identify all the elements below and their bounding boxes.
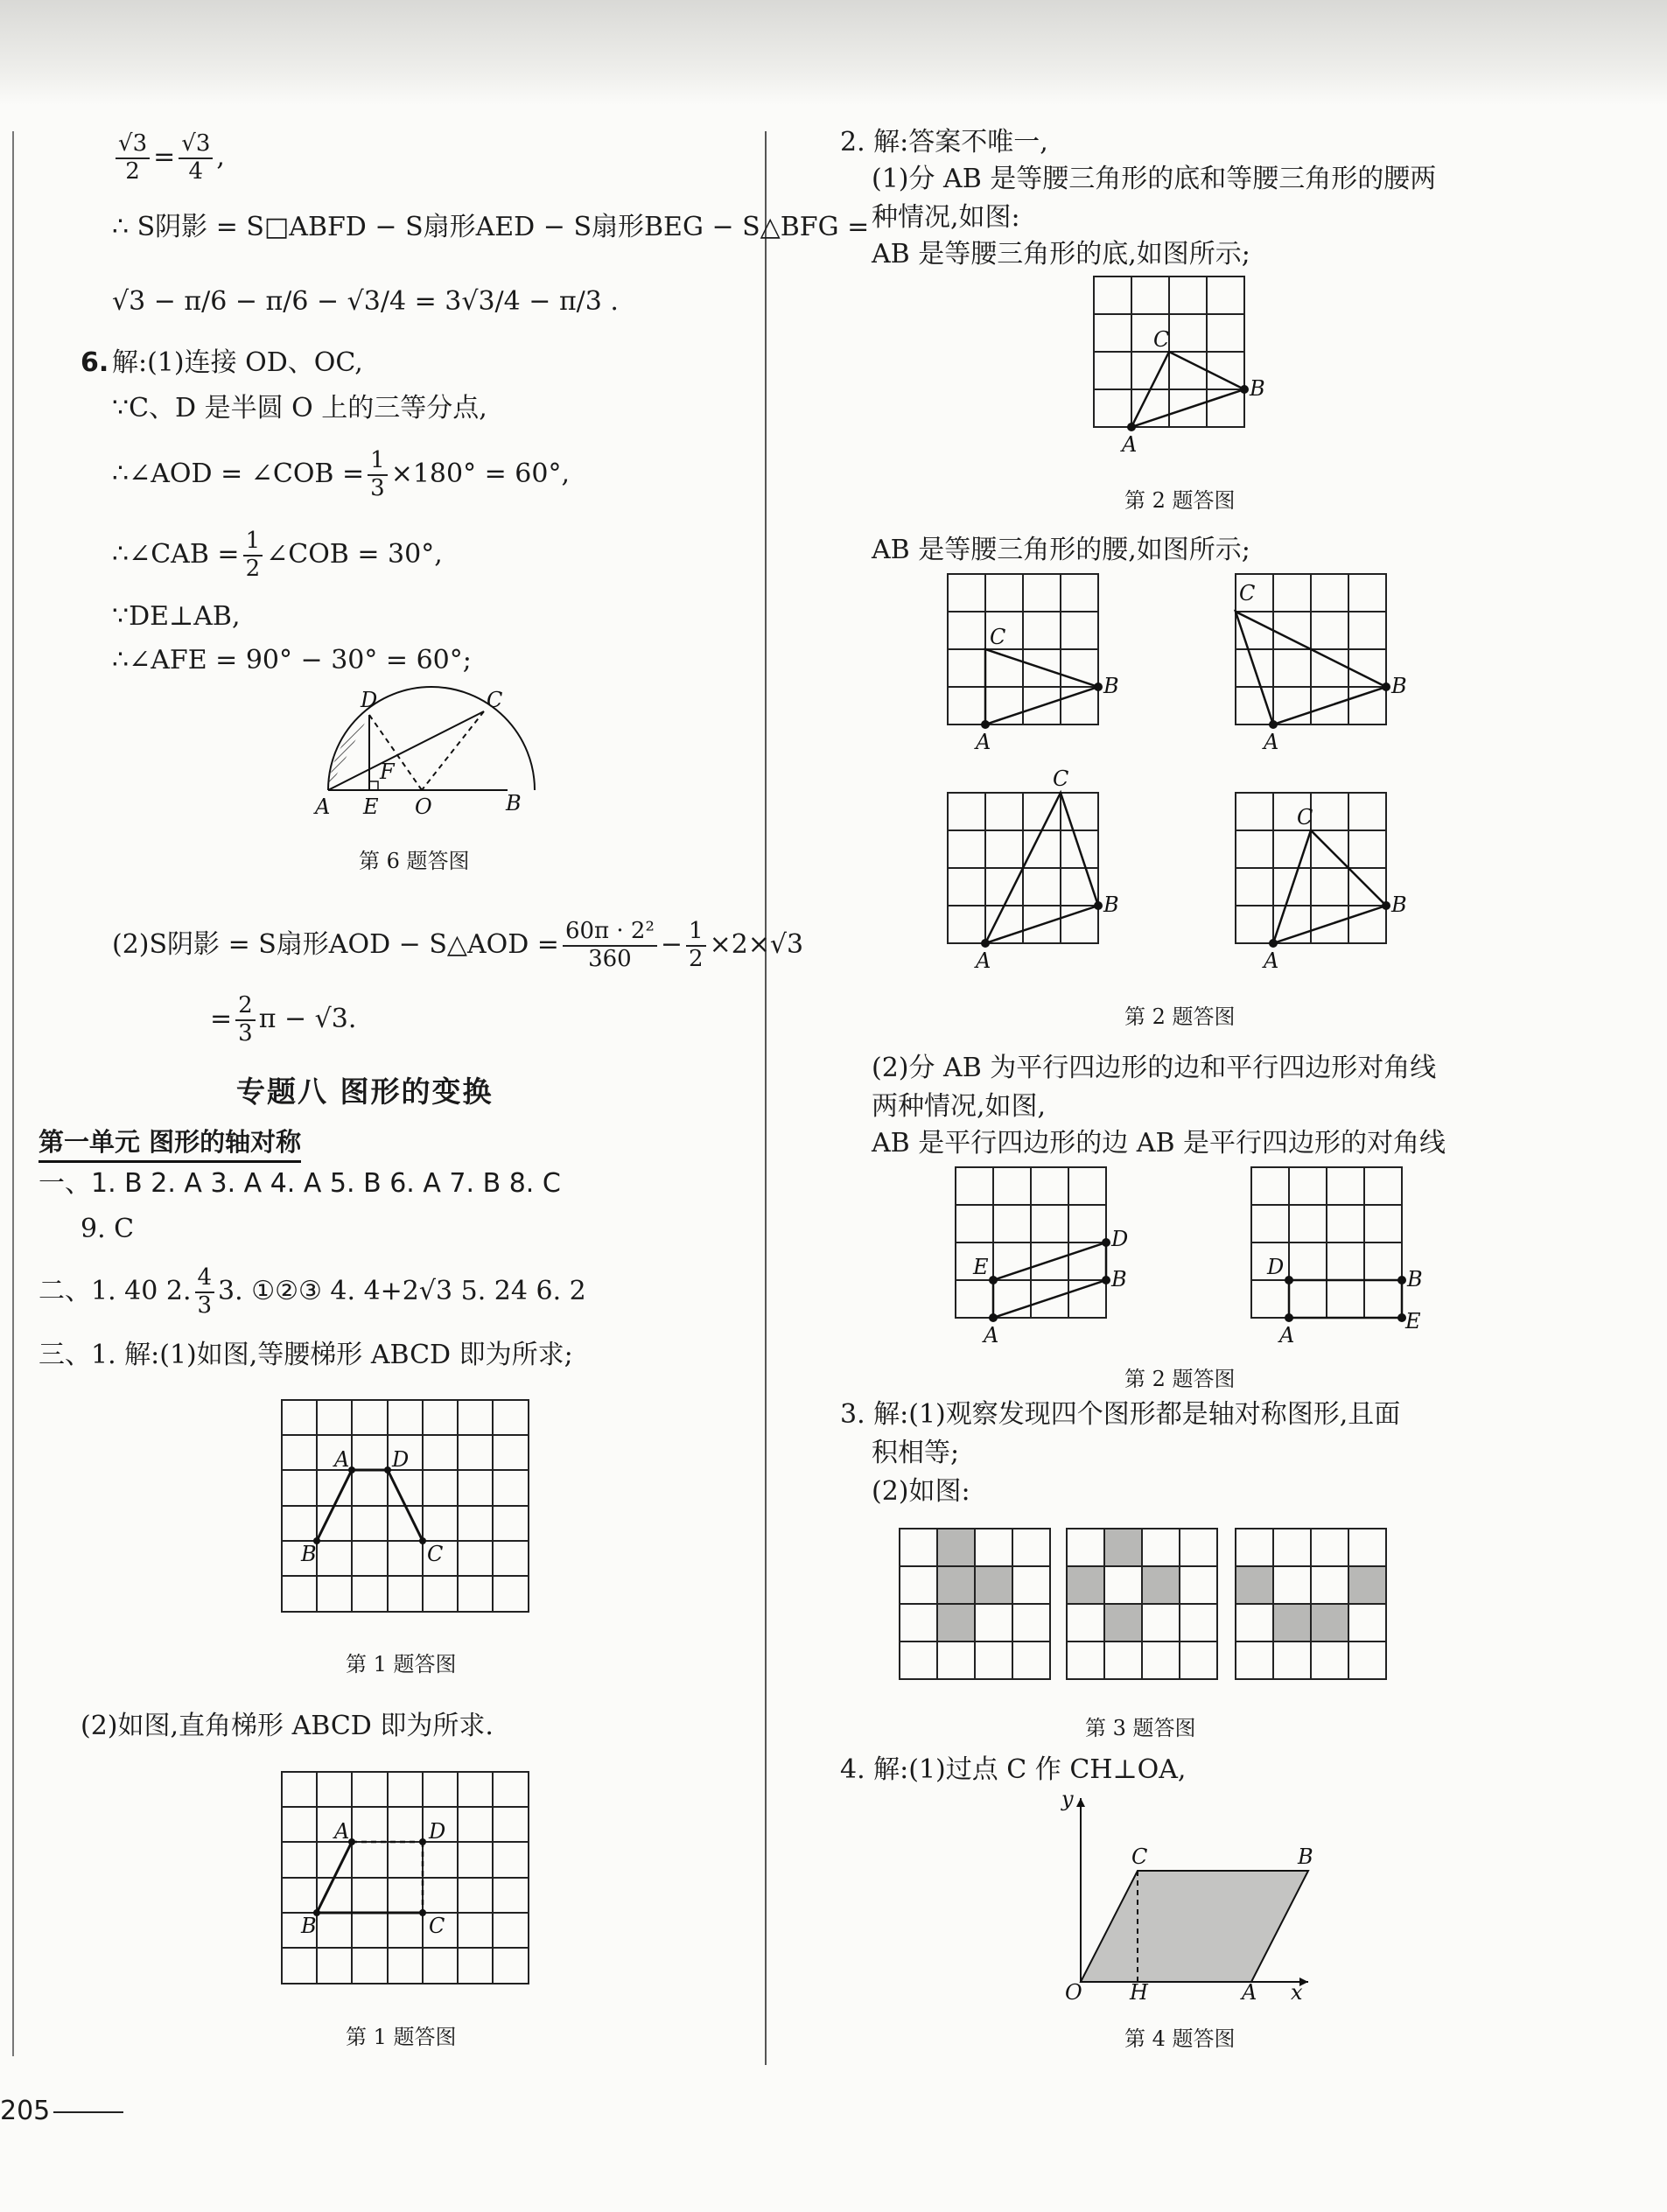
section3-q1-line: 三、1. 解:(1)如图,等腰梯形 ABCD 即为所求; [39, 1340, 573, 1370]
caption-q1-b: 第 1 题答图 [346, 2025, 457, 2049]
leg2-label-a: A [1264, 730, 1279, 754]
para2-label-e: E [1405, 1309, 1421, 1334]
grid-q3-shape-2 [1067, 1529, 1220, 1682]
grid-q3-shape-1 [900, 1529, 1053, 1682]
grid-q2-base [1094, 276, 1265, 457]
q3-line-3: (2)如图: [872, 1476, 970, 1507]
leg2-label-b: B [1391, 674, 1407, 698]
left-margin-rule [12, 131, 14, 2056]
grid-q2-parallelogram-side [956, 1167, 1129, 1348]
label-c: C [487, 688, 503, 712]
q2base-label-c: C [1153, 327, 1170, 352]
grid-q1-trapezoid-isosceles [282, 1400, 531, 1614]
line-area-result: √3 − π/6 − π/6 − √3/4 = 3√3/4 − π/3 . [112, 286, 619, 317]
caption-q1-a: 第 1 题答图 [346, 1652, 457, 1676]
section1-answers-line1: 一、1. B 2. A 3. A 4. A 5. B 6. A 7. B 8. C [39, 1168, 561, 1199]
q4-label-c: C [1131, 1844, 1148, 1869]
q3-line-1: 3. 解:(1)观察发现四个图形都是轴对称图形,且面 [840, 1399, 1401, 1430]
grid-q2-leg-3 [948, 766, 1119, 973]
grid-q3-shape-3 [1236, 1529, 1389, 1682]
leg1-label-c: C [990, 625, 1006, 649]
leg4-label-a: A [1264, 948, 1279, 973]
section3-q1-part2: (2)如图,直角梯形 ABCD 即为所求. [81, 1711, 494, 1741]
leg4-label-c: C [1297, 805, 1313, 830]
q2-line-4: AB 是等腰三角形的底,如图所示; [872, 239, 1250, 270]
unit-heading: 第一单元 图形的轴对称 [39, 1123, 301, 1163]
label-a: A [315, 794, 331, 819]
leg4-label-b: B [1391, 892, 1407, 917]
grid1-label-a: A [334, 1447, 350, 1472]
q2-line-7: 两种情况,如图, [872, 1091, 1047, 1122]
caption-q6: 第 6 题答图 [359, 849, 470, 873]
leg1-label-b: B [1103, 674, 1119, 698]
q4-label-o: O [1065, 1980, 1082, 2005]
q6-number: 6. [81, 347, 109, 378]
grid-q2-leg-1 [948, 574, 1119, 754]
grid1-label-c: C [427, 1542, 444, 1566]
section1-answers-line2: 9. C [81, 1214, 135, 1244]
label-o: O [415, 794, 432, 819]
line-sqrt-ratio: $\frac{√3}{2}$ = $\frac{√3}{4}$ , [112, 131, 225, 186]
q2-line-1: 2. 解:答案不唯一, [840, 127, 1048, 158]
grid1-label-b: B [301, 1542, 317, 1566]
section2-answers: 二、1. 40 2. $\frac{4}{3}$ 3. ①②③ 4. 4+2√3 5. 24 6. 2 [39, 1264, 586, 1319]
q4-label-b: B [1298, 1844, 1313, 1869]
grid-q1-trapezoid-right [282, 1772, 531, 1986]
caption-q3: 第 3 题答图 [1085, 1716, 1196, 1740]
q3-line-2: 积相等; [872, 1438, 960, 1468]
line-area-decomposition: ∴ S阴影 = S□ABFD − S扇形AED − S扇形BEG − S△BFG = [112, 212, 870, 242]
topic-heading: 专题八 图形的变换 [236, 1074, 494, 1109]
q2-line-2: (1)分 AB 是等腰三角形的底和等腰三角形的腰两 [872, 164, 1437, 194]
leg3-label-b: B [1103, 892, 1119, 917]
leg1-label-a: A [976, 730, 991, 754]
label-e: E [363, 794, 379, 819]
q4-line-1: 4. 解:(1)过点 C 作 CH⊥OA, [840, 1754, 1187, 1785]
para2-label-b: B [1407, 1267, 1423, 1292]
para2-label-a: A [1279, 1323, 1295, 1348]
para1-label-e: E [973, 1255, 989, 1279]
para1-label-a: A [984, 1323, 999, 1348]
q6-line-4: ∴∠CAB = $\frac{1}{2}$ ∠COB = 30°, [112, 528, 443, 582]
grid2-label-c: C [429, 1914, 445, 1938]
q4-label-y: y [1061, 1787, 1074, 1811]
q2-line-3: 种情况,如图: [872, 202, 1020, 233]
label-b: B [506, 791, 522, 816]
leg3-label-c: C [1053, 766, 1069, 791]
q2base-label-b: B [1250, 376, 1265, 401]
scan-top-shadow [0, 0, 1667, 105]
q2-line-6: (2)分 AB 为平行四边形的边和平行四边形对角线 [872, 1053, 1437, 1083]
grid-q2-parallelogram-diagonal [1251, 1167, 1423, 1348]
q6-part2-result: = $\frac{2}{3}$ π − √3. [210, 992, 357, 1046]
q4-parallelogram-axes [1054, 1787, 1317, 2005]
caption-q2-c: 第 2 题答图 [1124, 1367, 1236, 1391]
label-f: F [380, 760, 395, 784]
para1-label-d: D [1111, 1227, 1129, 1251]
grid2-label-d: D [429, 1819, 446, 1844]
q6-line-2: ∵C、D 是半圆 O 上的三等分点, [112, 393, 487, 424]
q6-part2-line: (2)S阴影 = S扇形AOD − S△AOD = $\frac{\text{60π · 2²}}{360}$ − $\frac{1}{2}$ ×2×√3 [112, 918, 804, 972]
page-number: 205 [0, 2096, 123, 2126]
caption-q2-b: 第 2 题答图 [1124, 1004, 1236, 1029]
q6-line-1: 解:(1)连接 OD、OC, [112, 347, 363, 378]
q2-line-8: AB 是平行四边形的边 AB 是平行四边形的对角线 [872, 1128, 1446, 1158]
q6-line-5: ∵DE⊥AB, [112, 601, 241, 632]
q4-label-a: A [1242, 1980, 1257, 2005]
leg3-label-a: A [976, 948, 991, 973]
para1-label-b: B [1111, 1267, 1127, 1292]
grid2-label-a: A [334, 1819, 350, 1844]
column-divider [765, 131, 767, 2065]
q6-line-6: ∴∠AFE = 90° − 30° = 60°; [112, 645, 472, 676]
leg2-label-c: C [1239, 581, 1256, 606]
q4-label-x: x [1291, 1980, 1303, 2005]
caption-q4: 第 4 题答图 [1124, 2026, 1236, 2051]
q6-line-3: ∴∠AOD = ∠COB = $\frac{1}{3}$ ×180° = 60°, [112, 447, 571, 501]
caption-q2-a: 第 2 题答图 [1124, 488, 1236, 513]
q2base-label-a: A [1122, 432, 1138, 457]
grid-q2-leg-4 [1236, 793, 1407, 973]
q4-label-h: H [1130, 1980, 1148, 2005]
para2-label-d: D [1267, 1255, 1285, 1279]
grid1-label-d: D [392, 1447, 410, 1472]
grid2-label-b: B [301, 1914, 317, 1938]
semicircle-figure [315, 688, 534, 819]
label-d: D [361, 688, 378, 712]
grid-q2-leg-2 [1236, 574, 1407, 754]
q2-line-5: AB 是等腰三角形的腰,如图所示; [872, 535, 1250, 565]
